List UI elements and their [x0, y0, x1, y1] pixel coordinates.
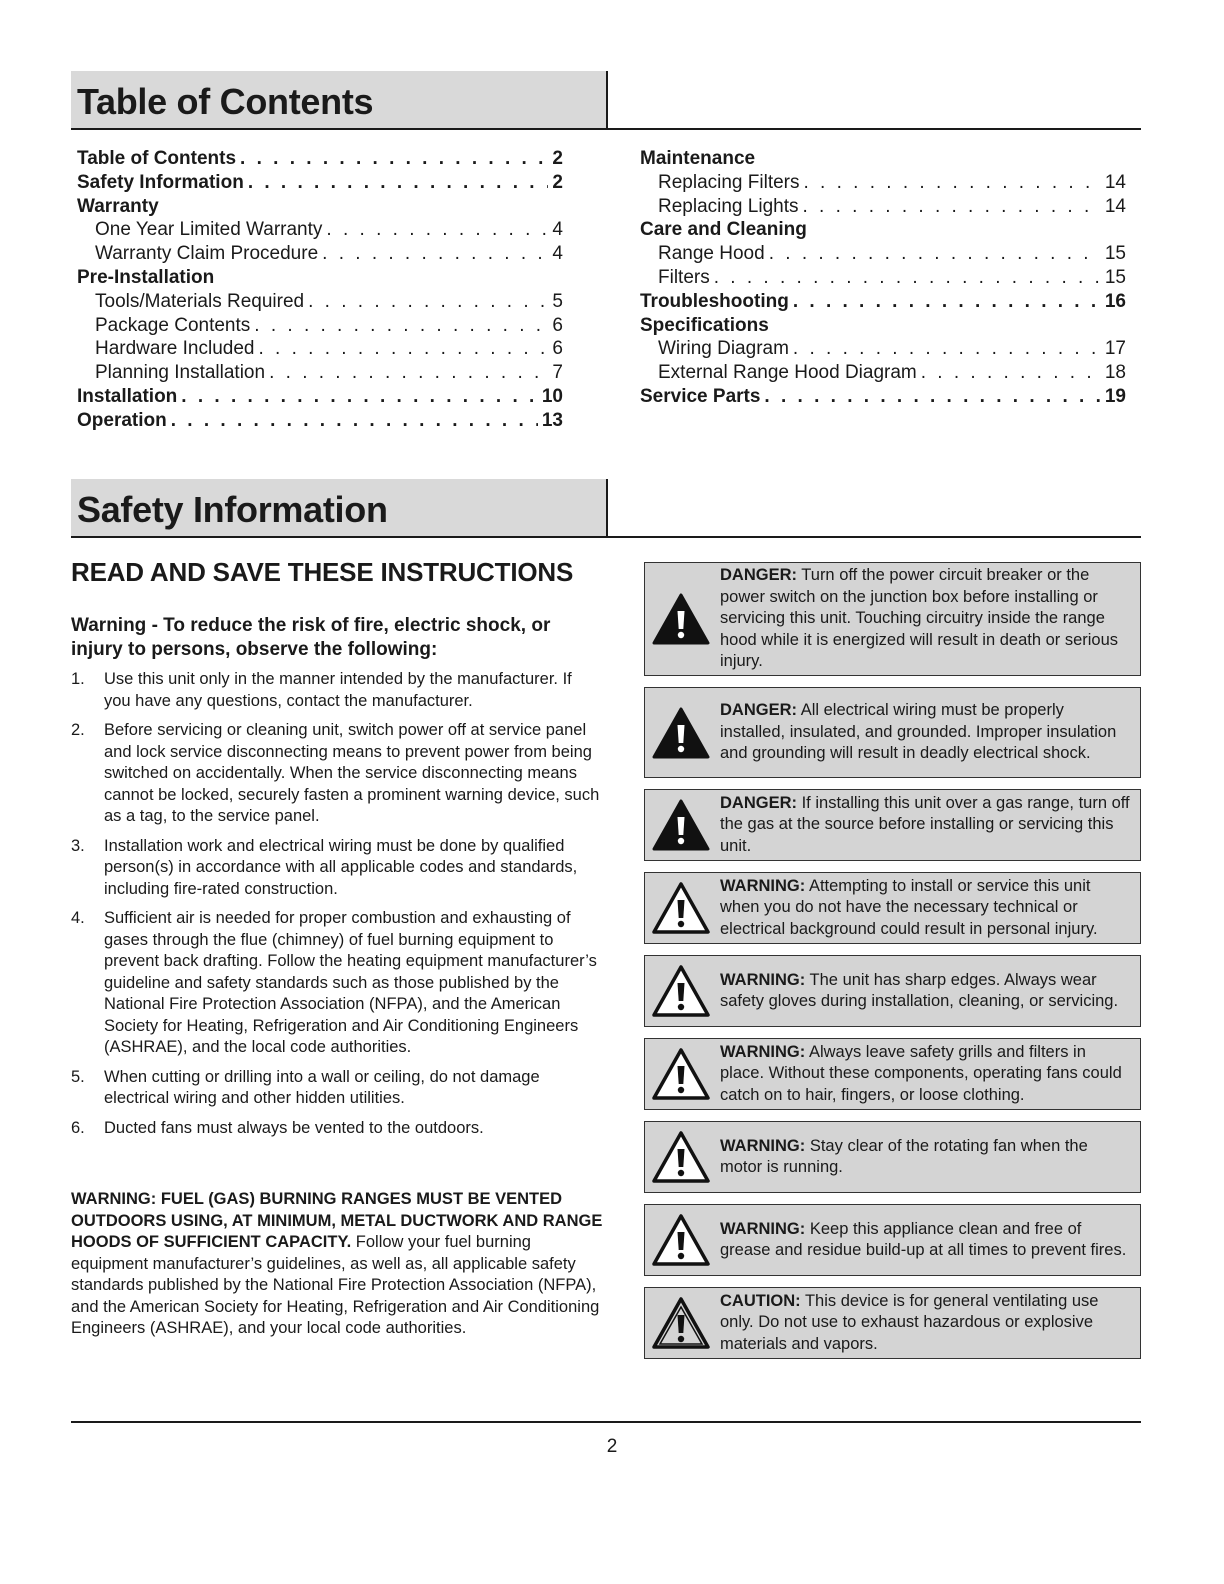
toc-left-column — [77, 148, 563, 434]
alert-keyword: CAUTION: — [720, 1291, 801, 1310]
alert-text — [717, 562, 1140, 676]
warning-icon — [645, 881, 717, 935]
list-item — [71, 1118, 601, 1140]
toc-leader-dots — [793, 338, 1101, 360]
alert-keyword: WARNING: — [720, 1042, 806, 1061]
caution-icon — [645, 1296, 717, 1350]
list-item-text: When cutting or drilling into a wall or ceiling, do not damage electrical wiring and other hidden utilities. — [104, 1067, 540, 1107]
toc-entry-label: Planning Installation — [95, 362, 266, 384]
toc-entry-page: 7 — [552, 362, 563, 384]
list-item-text: Before servicing or cleaning unit, switch power off at service panel and lock service disconnecting means to prevent power from being switched on accidentally. When the service disconnecting means cannot be locked, securely fasten a prominent warning device, such as a tag, to the service panel. — [104, 721, 600, 825]
alert-body: The unit has sharp edges. Always wear safety gloves during installation, cleaning, or servicing. — [720, 970, 1119, 1010]
toc-right-column — [640, 148, 1126, 410]
fuel-warning-text: Follow your fuel burning equipment manufacturer’s guidelines, as well as, all applicable safety standards published by the National Fire Protection Association (NFPA), and the American Society for Heating, Refrigeration and Air Conditioning Engineers (ASHRAE), and your local code authorities. — [71, 1233, 600, 1337]
toc-leader-dots — [258, 338, 548, 360]
alert-keyword: DANGER: — [720, 793, 797, 812]
fuel-warning — [71, 1189, 606, 1340]
toc-entry-page: 10 — [541, 385, 563, 407]
toc-entry-label: Range Hood — [658, 243, 765, 265]
toc-entry-page: 18 — [1104, 362, 1126, 384]
toc-entry-label: Specifications — [640, 314, 769, 336]
list-item-number: 1. — [71, 670, 85, 688]
alert-keyword: WARNING: — [720, 1136, 806, 1155]
toc-entry-label: Filters — [658, 266, 710, 288]
list-item-text: Use this unit only in the manner intended by the manufacturer. If you have any questions, contact the manufacturer. — [104, 670, 572, 710]
toc-entry[interactable] — [640, 291, 1126, 315]
toc-entry-label: Wiring Diagram — [658, 338, 789, 360]
toc-leader-dots — [326, 219, 548, 241]
alert-body: Keep this appliance clean and free of grease and residue build-up at all times to prevent fires. — [720, 1219, 1127, 1259]
toc-entry-label: Package Contents — [95, 314, 251, 336]
page-number: 2 — [606, 1436, 618, 1457]
toc-leader-dots — [308, 291, 548, 313]
toc-leader-dots — [181, 386, 538, 408]
alert-body: This device is for general ventilating use only. Do not use to exhaust hazardous or explosive materials and vapors. — [720, 1291, 1099, 1353]
toc-entry[interactable] — [77, 315, 563, 339]
alert-boxes — [644, 562, 1141, 1370]
toc-header — [71, 71, 1141, 130]
toc-leader-dots — [322, 243, 548, 265]
toc-entry[interactable] — [640, 196, 1126, 220]
alert-box — [644, 562, 1141, 676]
toc-entry[interactable] — [77, 338, 563, 362]
list-item-text: Installation work and electrical wiring must be done by qualified person(s) in accordance with all applicable codes and standards, including fire-rated construction. — [104, 836, 578, 898]
alert-text — [717, 1288, 1140, 1359]
danger-icon — [645, 592, 717, 646]
toc-entry-page: 14 — [1104, 171, 1126, 193]
toc-entry-label: Replacing Filters — [658, 171, 800, 193]
danger-icon — [645, 798, 717, 852]
toc-entry-page: 14 — [1104, 195, 1126, 217]
toc-entry-label: Tools/Materials Required — [95, 290, 305, 312]
toc-entry-label: Installation — [77, 385, 178, 407]
toc-entry-page: 5 — [552, 290, 563, 312]
list-item-number: 6. — [71, 1118, 85, 1137]
alert-body: Attempting to install or service this unit when you do not have the necessary technical or electrical background could result in personal injury. — [720, 876, 1098, 938]
toc-entry-label: Safety Information — [77, 171, 244, 193]
toc-entry-label: Warranty — [77, 195, 159, 217]
toc-leader-dots — [240, 148, 548, 170]
alert-keyword: DANGER: — [720, 701, 797, 720]
toc-leader-dots — [921, 362, 1101, 384]
toc-entry-page: 19 — [1104, 385, 1126, 407]
toc-entry[interactable] — [77, 172, 563, 196]
alert-box — [644, 1038, 1141, 1110]
list-item-number: 3. — [71, 836, 85, 855]
toc-entry-label: External Range Hood Diagram — [658, 362, 917, 384]
toc-entry-page: 13 — [541, 409, 563, 431]
toc-entry-page: 4 — [552, 243, 563, 265]
alert-text — [717, 1039, 1140, 1110]
list-item-number: 4. — [71, 909, 85, 927]
alert-body: Always leave safety grills and filters in place. Without these components, operating fans could catch on to hair, fingers, or loose clothing. — [720, 1042, 1122, 1104]
toc-header-bar — [71, 71, 608, 128]
warning-icon — [645, 1213, 717, 1267]
safety-title: Safety Information — [77, 489, 388, 530]
toc-entry[interactable] — [77, 267, 563, 291]
alert-text — [717, 697, 1140, 768]
toc-entry-page: 6 — [552, 338, 563, 360]
danger-icon — [645, 706, 717, 760]
toc-entry-page: 17 — [1104, 338, 1126, 360]
alert-box — [644, 1287, 1141, 1359]
toc-entry[interactable] — [640, 172, 1126, 196]
toc-entry[interactable] — [77, 243, 563, 267]
toc-entry[interactable] — [640, 315, 1126, 339]
toc-entry-label: Care and Cleaning — [640, 219, 807, 241]
toc-entry-label: Maintenance — [640, 148, 756, 169]
toc-entry-page: 2 — [552, 171, 563, 193]
list-item-text: Sufficient air is needed for proper combustion and exhausting of gases through the flue (chimney) of fuel burning equipment to prevent back drafting. Follow the heating equipment manufacturer’s guideline and safety standards such as those published by the National Fire Protection Association (NFPA), and the American Society for Heating, Refrigeration and Air Conditioning Engineers (ASHRAE), and the local code authorities. — [104, 909, 597, 1056]
toc-entry[interactable] — [77, 196, 563, 220]
alert-box — [644, 1204, 1141, 1276]
list-item — [71, 669, 601, 712]
toc-leader-dots — [269, 362, 548, 384]
alert-text — [717, 873, 1140, 944]
safety-instructions-list — [71, 669, 601, 1147]
toc-entry-label: Service Parts — [640, 385, 761, 407]
toc-entry[interactable] — [640, 338, 1126, 362]
toc-entry[interactable] — [640, 362, 1126, 386]
toc-entry[interactable] — [640, 267, 1126, 291]
list-item — [71, 720, 601, 828]
safety-header-bar — [71, 479, 608, 536]
toc-title: Table of Contents — [77, 81, 374, 122]
alert-keyword: DANGER: — [720, 566, 797, 585]
toc-entry[interactable] — [640, 219, 1126, 243]
toc-entry[interactable] — [77, 219, 563, 243]
toc-leader-dots — [802, 196, 1100, 218]
list-item-text: Ducted fans must always be vented to the outdoors. — [104, 1118, 484, 1137]
warning-icon — [645, 1047, 717, 1101]
toc-leader-dots — [804, 172, 1101, 194]
toc-entry-page: 2 — [552, 148, 563, 169]
alert-box — [644, 687, 1141, 778]
alert-keyword: WARNING: — [720, 876, 806, 895]
toc-entry-label: Operation — [77, 409, 167, 431]
alert-box — [644, 872, 1141, 944]
read-save-heading: READ AND SAVE THESE INSTRUCTIONS — [71, 557, 574, 587]
toc-leader-dots — [793, 291, 1101, 313]
list-item — [71, 908, 601, 1059]
toc-entry[interactable] — [640, 148, 1126, 172]
toc-entry-page: 4 — [552, 219, 563, 241]
toc-leader-dots — [254, 315, 548, 337]
alert-body: If installing this unit over a gas range, turn off the gas at the source before installing or servicing this unit. — [720, 793, 1130, 855]
toc-leader-dots — [171, 410, 538, 432]
toc-entry-label: Hardware Included — [95, 338, 255, 360]
toc-entry-label: Pre-Installation — [77, 266, 215, 288]
toc-entry-label: Warranty Claim Procedure — [95, 243, 319, 265]
alert-text — [717, 1216, 1140, 1265]
alert-box — [644, 789, 1141, 861]
alert-body: Turn off the power circuit breaker or the power switch on the junction box before installing or servicing this unit. Touching circuitry inside the range hood while it is energized will result in death or serious injury. — [720, 566, 1119, 671]
alert-body: All electrical wiring must be properly installed, insulated, and grounded. Improper insulation and grounding will result in deadly electrical shock. — [720, 701, 1117, 763]
footer-rule — [71, 1421, 1141, 1423]
fuel-warning-caps: WARNING: FUEL (GAS) BURNING RANGES MUST BE VENTED OUTDOORS USING, AT MINIMUM, METAL DUCTWORK AND RANGE HOODS OF SUFFICIENT CAPACITY. — [71, 1190, 603, 1251]
toc-entry[interactable] — [77, 148, 563, 172]
warning-icon — [645, 1130, 717, 1184]
toc-entry-label: Troubleshooting — [640, 290, 789, 312]
toc-entry-label: One Year Limited Warranty — [95, 219, 323, 241]
alert-box — [644, 955, 1141, 1027]
alert-text — [717, 1133, 1140, 1182]
toc-entry-page: 6 — [552, 314, 563, 336]
toc-entry-label: Table of Contents — [77, 148, 237, 169]
toc-entry[interactable] — [77, 386, 563, 410]
warning-icon — [645, 964, 717, 1018]
safety-header — [71, 479, 1141, 538]
toc-leader-dots — [714, 267, 1101, 289]
toc-leader-dots — [248, 172, 549, 194]
toc-entry[interactable] — [77, 291, 563, 315]
alert-body: Stay clear of the rotating fan when the motor is running. — [720, 1136, 1088, 1176]
list-item-number: 2. — [71, 721, 85, 739]
alert-text — [717, 967, 1140, 1016]
toc-entry[interactable] — [640, 243, 1126, 267]
alert-box — [644, 1121, 1141, 1193]
alert-keyword: WARNING: — [720, 1219, 806, 1238]
toc-entry-page: 15 — [1104, 243, 1126, 265]
toc-entry[interactable] — [77, 362, 563, 386]
alert-text — [717, 790, 1140, 861]
toc-entry-page: 16 — [1104, 290, 1126, 312]
alert-keyword: WARNING: — [720, 970, 806, 989]
list-item — [71, 836, 601, 901]
toc-entry[interactable] — [77, 410, 563, 434]
toc-leader-dots — [764, 386, 1100, 408]
warning-intro: Warning - To reduce the risk of fire, electric shock, or injury to persons, observe the following: — [71, 615, 551, 660]
toc-entry-page: 15 — [1104, 266, 1126, 288]
list-item-number: 5. — [71, 1067, 85, 1086]
toc-entry[interactable] — [640, 386, 1126, 410]
list-item — [71, 1067, 601, 1110]
toc-entry-label: Replacing Lights — [658, 195, 799, 217]
toc-leader-dots — [769, 243, 1101, 265]
